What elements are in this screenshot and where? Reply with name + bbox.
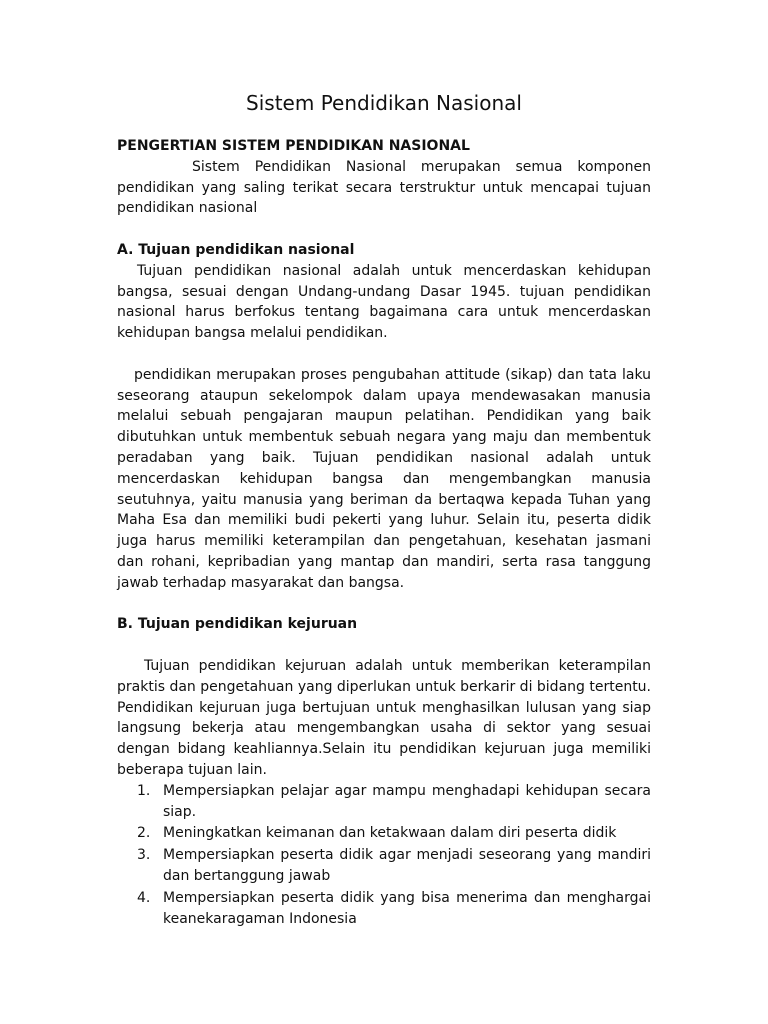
list-item-number: 1.	[137, 782, 151, 799]
list-item	[117, 781, 651, 823]
list-item	[117, 823, 651, 844]
list-item	[117, 888, 651, 930]
document-body	[117, 136, 651, 931]
spacer	[117, 344, 651, 365]
section-b-heading: B. Tujuan pendidikan kejuruan	[117, 616, 358, 633]
section-a-paragraph-1: Tujuan pendidikan nasional adalah untuk mencerdaskan kehidupan bangsa, sesuai dengan Undang-undang Dasar 1945. tujuan pendidikan nasional harus berfokus tentang bagaimana cara untuk mencerdaskan kehidupan bangsa melalui pendidikan.	[117, 262, 651, 342]
section-a-paragraph-2: pendidikan merupakan proses pengubahan attitude (sikap) dan tata laku seseorang ataupun sekelompok dalam upaya mendewasakan manusia melalui sebuah pengajaran maupun pelatihan. Pendidikan yang baik dibutuhkan untuk membentuk sebuah negara yang maju dan membentuk peradaban yang baik. Tujuan pendidikan nasional adalah untuk mencerdaskan kehidupan bangsa dan mengembangkan manusia seutuhnya, yaitu manusia yang beriman da bertaqwa kepada Tuhan yang Maha Esa dan memiliki budi pekerti yang luhur. Selain itu, peserta didik juga harus memiliki keterampilan dan pengetahuan, kesehatan jasmani dan rohani, kepribadian yang mantap dan mandiri, serta rasa tanggung jawab terhadap masyarakat dan bangsa.	[117, 366, 651, 591]
list-item-text: Meningkatkan keimanan dan ketakwaan dalam diri peserta didik	[163, 825, 617, 842]
page-title: Sistem Pendidikan Nasional	[246, 91, 522, 115]
list-item-number: 3.	[137, 847, 151, 864]
section-a-heading: A. Tujuan pendidikan nasional	[117, 241, 355, 258]
list-item-text: Mempersiapkan peserta didik agar menjadi seseorang yang mandiri dan bertanggung jawab	[163, 847, 651, 885]
list-item-text: Mempersiapkan peserta didik yang bisa menerima dan menghargai keanekaragaman Indonesia	[163, 890, 651, 928]
list-item-text: Mempersiapkan pelajar agar mampu menghadapi kehidupan secara siap.	[163, 782, 651, 820]
section-b-list	[117, 781, 651, 930]
list-item-number: 2.	[137, 825, 151, 842]
spacer	[117, 635, 651, 656]
section-pengertian-heading: PENGERTIAN SISTEM PENDIDIKAN NASIONAL	[117, 138, 470, 154]
spacer	[117, 594, 651, 615]
section-pengertian-paragraph: Sistem Pendidikan Nasional merupakan semua komponen pendidikan yang saling terikat secara terstruktur untuk mencapai tujuan pendidikan nasional	[117, 158, 651, 217]
section-b-paragraph: Tujuan pendidikan kejuruan adalah untuk memberikan keterampilan praktis dan pengetahuan yang diperlukan untuk berkarir di bidang tertentu. Pendidikan kejuruan juga bertujuan untuk menghasilkan lulusan yang siap langsung bekerja atau mengembangkan usaha di sektor yang sesuai dengan bidang keahliannya.Selain itu pendidikan kejuruan juga memiliki beberapa tujuan lain.	[117, 657, 652, 778]
spacer	[117, 219, 651, 240]
list-item-number: 4.	[137, 890, 151, 907]
list-item	[117, 845, 651, 887]
